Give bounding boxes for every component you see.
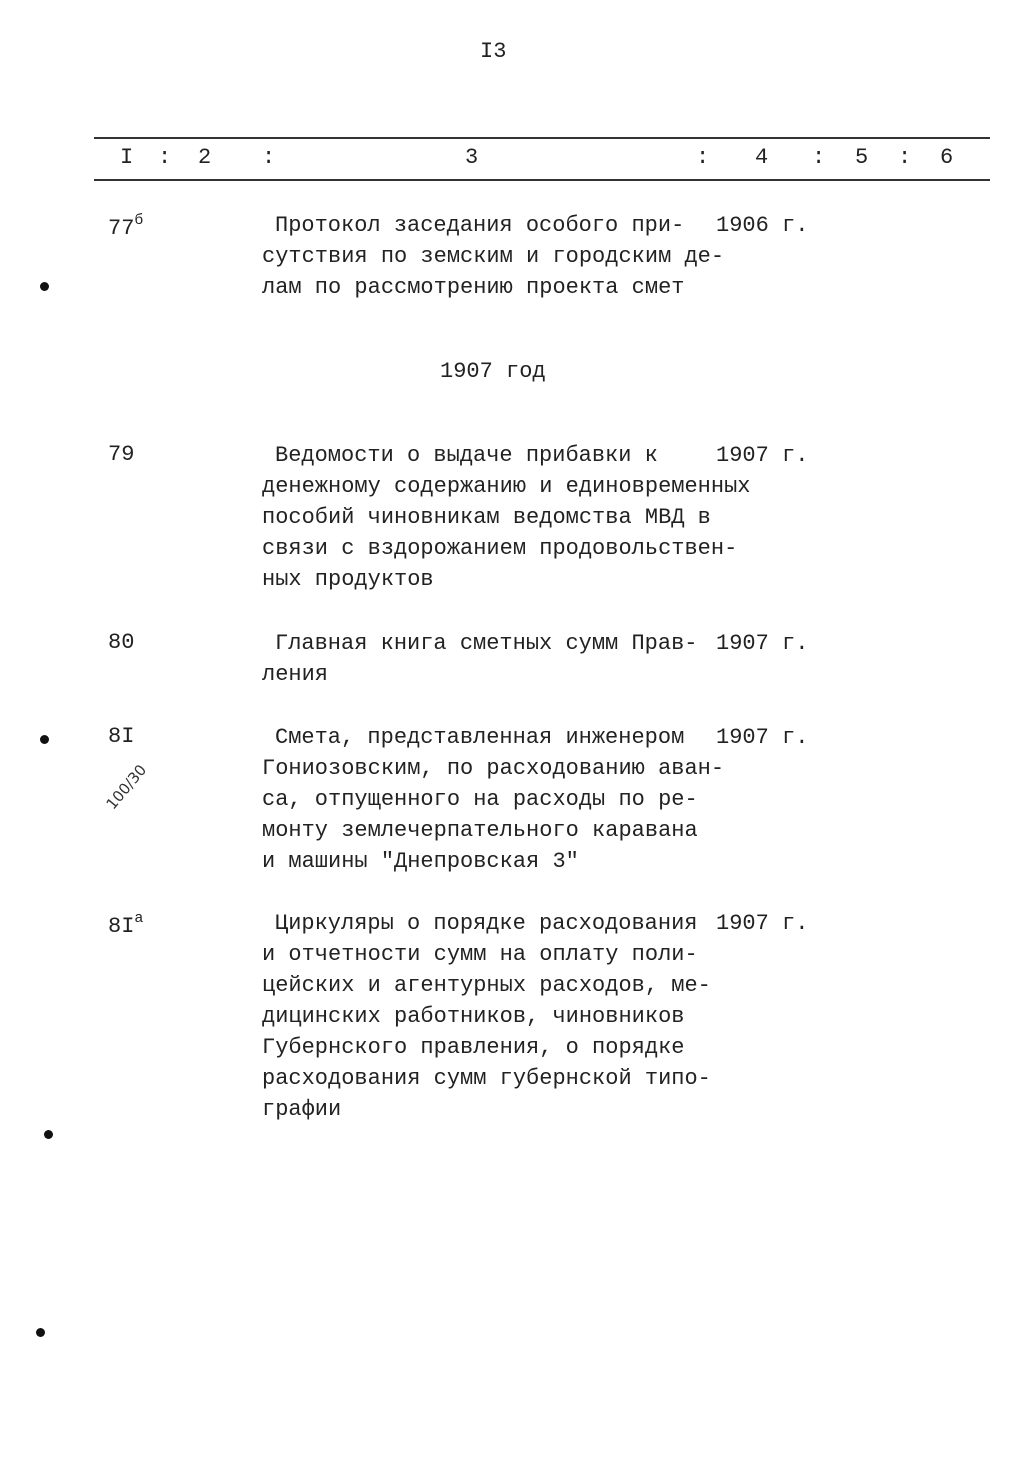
number-text: 80 bbox=[108, 630, 135, 655]
punch-hole bbox=[40, 735, 49, 744]
entry-text-line: графии bbox=[262, 1097, 342, 1122]
entry-date: 1906 г. bbox=[716, 213, 809, 238]
number-text: 8I bbox=[108, 724, 135, 749]
punch-hole bbox=[40, 282, 49, 291]
entry-date: 1907 г. bbox=[716, 631, 809, 656]
entry-text-line: пособий чиновникам ведомства МВД в bbox=[262, 505, 711, 530]
entry-text-line: денежному содержанию и единовременных bbox=[262, 474, 751, 499]
entry-number bbox=[108, 630, 134, 655]
entry-number bbox=[108, 910, 143, 939]
number-text: 77 bbox=[108, 216, 135, 241]
sep: : bbox=[812, 145, 826, 170]
entry-date: 1907 г. bbox=[716, 911, 809, 936]
entry-date: 1907 г. bbox=[716, 725, 809, 750]
punch-hole bbox=[44, 1130, 53, 1139]
entry-text-line: са, отпущенного на расходы по ре- bbox=[262, 787, 698, 812]
number-suffix: б bbox=[134, 212, 144, 229]
sep: : bbox=[696, 145, 710, 170]
entry-text-line: цейских и агентурных расходов, ме- bbox=[262, 973, 711, 998]
header-bottom-rule bbox=[94, 179, 990, 181]
entry-number bbox=[108, 724, 134, 749]
entry-text-line: сутствия по земским и городским де- bbox=[262, 244, 725, 269]
entry-text-line: Смета, представленная инженером bbox=[275, 725, 685, 750]
sep: : bbox=[262, 145, 276, 170]
number-text: 8I bbox=[108, 914, 135, 939]
number-text: 79 bbox=[108, 442, 135, 467]
entry-text-line: расходования сумм губернской типо- bbox=[262, 1066, 711, 1091]
col-5: 5 bbox=[855, 145, 869, 170]
entry-number bbox=[108, 442, 134, 467]
header-top-rule bbox=[94, 137, 990, 139]
col-1: I bbox=[120, 145, 134, 170]
col-6: 6 bbox=[940, 145, 954, 170]
entry-text-line: связи с вздорожанием продовольствен- bbox=[262, 536, 738, 561]
entry-text-line: Губернского правления, о порядке bbox=[262, 1035, 685, 1060]
entry-text-line: Циркуляры о порядке расходования bbox=[275, 911, 698, 936]
entry-text-line: Ведомости о выдаче прибавки к bbox=[275, 443, 658, 468]
entry-number bbox=[108, 212, 143, 241]
entry-text-line: и отчетности сумм на оплату поли- bbox=[262, 942, 698, 967]
entry-text-line: Главная книга сметных сумм Прав- bbox=[275, 631, 698, 656]
entry-text-line: лам по рассмотрению проекта смет bbox=[262, 275, 685, 300]
sep: : bbox=[158, 145, 172, 170]
handwritten-note: 100/30 bbox=[102, 760, 151, 814]
number-suffix: а bbox=[134, 910, 144, 927]
sep: : bbox=[898, 145, 912, 170]
entry-text-line: Гониозовским, по расходованию аван- bbox=[262, 756, 725, 781]
col-2: 2 bbox=[198, 145, 212, 170]
entry-text-line: дицинских работников, чиновников bbox=[262, 1004, 685, 1029]
page-number: I3 bbox=[480, 39, 507, 64]
col-4: 4 bbox=[755, 145, 769, 170]
col-3: 3 bbox=[465, 145, 479, 170]
entry-text-line: ных продуктов bbox=[262, 567, 434, 592]
entry-text-line: монту землечерпательного каравана bbox=[262, 818, 698, 843]
entry-text-line: и машины "Днепровская 3" bbox=[262, 849, 579, 874]
section-title: 1907 год bbox=[440, 359, 546, 384]
entry-date: 1907 г. bbox=[716, 443, 809, 468]
entry-text-line: ления bbox=[262, 662, 329, 687]
entry-text-line: Протокол заседания особого при- bbox=[275, 213, 685, 238]
punch-hole bbox=[36, 1328, 45, 1337]
